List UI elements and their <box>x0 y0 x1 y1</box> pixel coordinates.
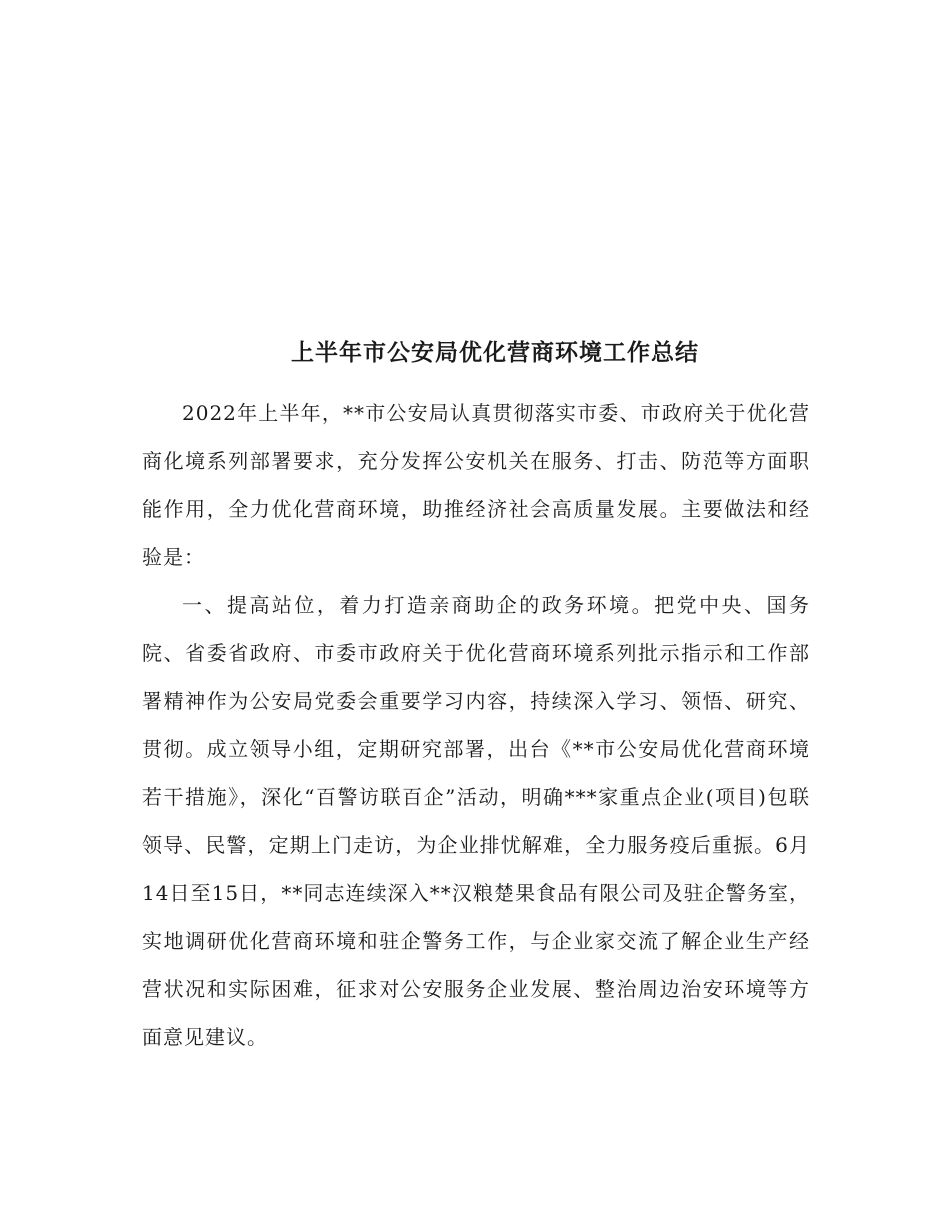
paragraph-intro: 2022年上半年，**市公安局认真贯彻落实市委、市政府关于优化营商化境系列部署要求，充分发挥公安机关在服务、打击、防范等方面职能作用，全力优化营商环境，助推经济社会高质量发展。主要做法和经验是： <box>142 401 810 569</box>
document-title: 上半年市公安局优化营商环境工作总结 <box>291 340 699 366</box>
paragraph-section-one: 一、提高站位，着力打造亲商助企的政务环境。把党中央、国务院、省委省政府、市委市政府关于优化营商环境系列批示指示和工作部署精神作为公安局党委会重要学习内容，持续深入学习、领悟、研究、贯彻。成立领导小组，定期研究部署，出台《**市公安局优化营商环境若干措施》，深化“百警访联百企”活动，明确***家重点企业(项目)包联领导、民警，定期上门走访，为企业排忧解难，全力服务疫后重振。6月14日至15日，**同志连续深入**汉粮楚果食品有限公司及驻企警务室，实地调研优化营商环境和驻企警务工作，与企业家交流了解企业生产经营状况和实际困难，征求对公安服务企业发展、整治周边治安环境等方面意见建议。 <box>142 593 810 1049</box>
document-body <box>142 389 810 1061</box>
